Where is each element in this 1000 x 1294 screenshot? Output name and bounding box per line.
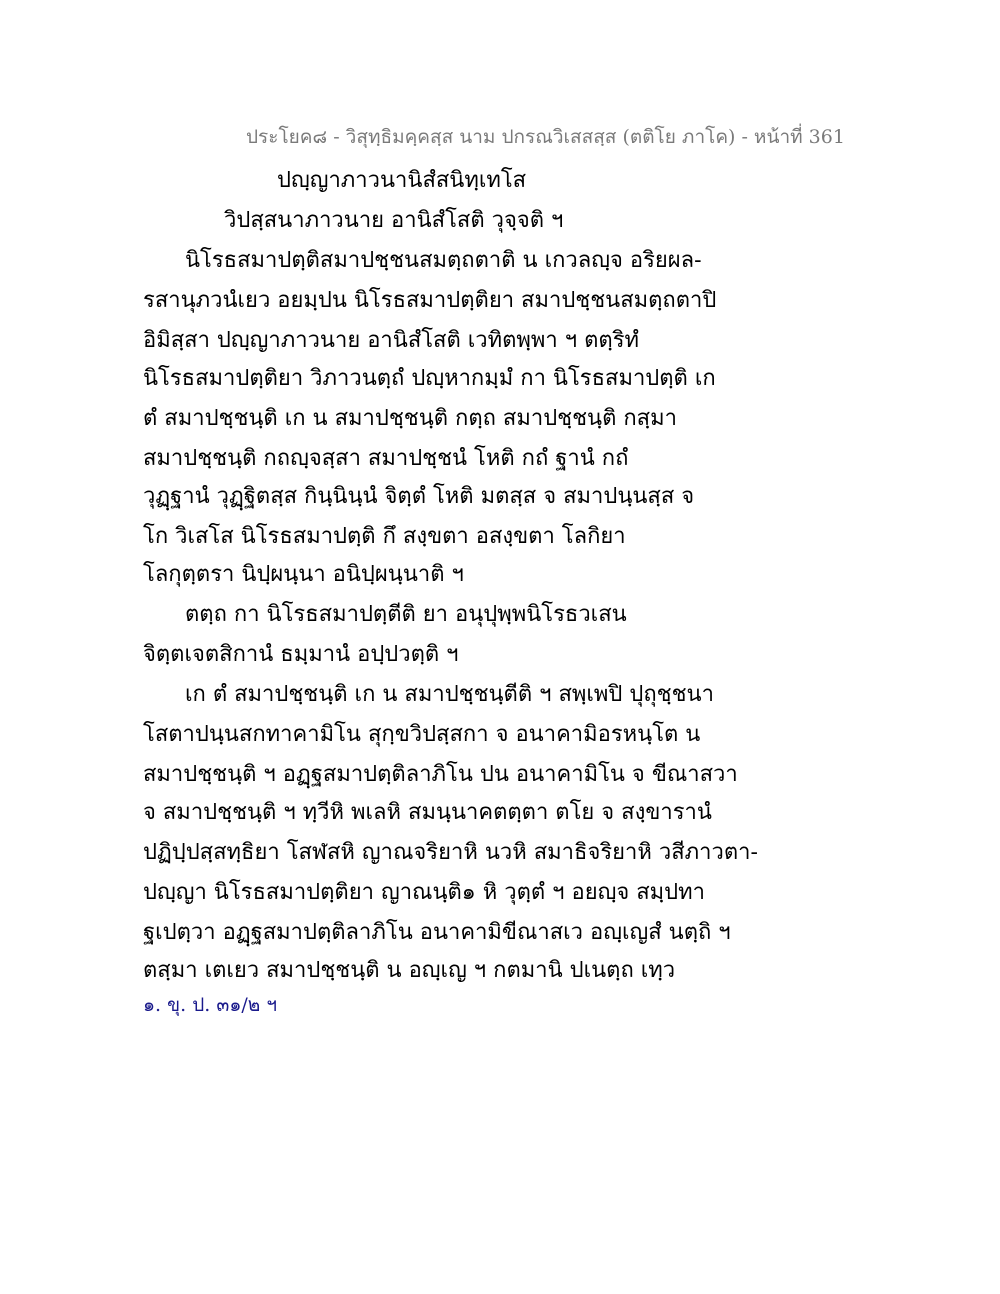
text-line-19: ตสฺมา เตเยว สมาปชฺชนฺติ น อญฺเญ ฯ กตมานิ ปเนตฺถ เทฺว	[143, 958, 676, 983]
text-line-14: สมาปชฺชนฺติ ฯ อฏฺฐสมาปตฺติลาภิโน ปน อนาคามิโน จ ขีณาสวา	[143, 762, 738, 787]
text-line-18: ฐเปตฺวา อฏฺฐสมาปตฺติลาภิโน อนาคามิขีณาสเว อญฺเญสํ นตฺถิ ฯ	[143, 920, 731, 945]
text-line-2: รสานุภวนํเยว อยมฺปน นิโรธสมาปตฺติยา สมาปชฺชนสมตฺถตาปิ	[143, 288, 717, 313]
text-line-12: เก ตํ สมาปชฺชนฺติ เก น สมาปชฺชนฺตีติ ฯ สพฺเพปิ ปุถุชฺชนา	[185, 682, 714, 707]
text-line-8: โก วิเสโส นิโรธสมาปตฺติ กึ สงฺขตา อสงฺขตา โลกิยา	[143, 524, 626, 549]
text-line-13: โสตาปนฺนสกทาคามิโน สุกฺขวิปสฺสกา จ อนาคามิอรหนฺโต น	[143, 722, 701, 747]
text-line-7: วุฏฺฐานํ วุฏฺฐิตสฺส กินฺนินฺนํ จิตฺตํ โหติ มตสฺส จ สมาปนฺนสฺส จ	[143, 484, 695, 509]
text-line-10: ตตฺถ กา นิโรธสมาปตฺตีติ ยา อนุปุพฺพนิโรธวเสน	[185, 602, 627, 627]
text-line-3: อิมิสฺสา ปญฺญาภาวนาย อานิสํโสติ เวทิตพฺพา ฯ ตตฺริทํ	[143, 328, 640, 353]
text-line-9: โลกุตฺตรา นิปฺผนฺนา อนิปฺผนฺนาติ ฯ	[143, 562, 464, 587]
text-line-1: นิโรธสมาปตฺติสมาปชฺชนสมตฺถตาติ น เกวลญฺจ อริยผล-	[185, 248, 702, 273]
section-subtitle: วิปสฺสนาภาวนาย อานิสํโสติ วุจฺจติ ฯ	[224, 208, 564, 233]
text-line-5: ตํ สมาปชฺชนฺติ เก น สมาปชฺชนฺติ กตฺถ สมาปชฺชนฺติ กสฺมา	[143, 406, 677, 431]
text-line-6: สมาปชฺชนฺติ กถญฺจสฺสา สมาปชฺชนํ โหติ กถํ ฐานํ กถํ	[143, 446, 629, 471]
text-line-15: จ สมาปชฺชนฺติ ฯ ทฺวีหิ พเลหิ สมนฺนาคตตฺตา ตโย จ สงฺขารานํ	[143, 800, 712, 825]
section-title: ปญฺญาภาวนานิสํสนิทฺเทโส	[277, 168, 527, 193]
text-line-4: นิโรธสมาปตฺติยา วิภาวนตฺถํ ปญฺหากมฺมํ กา นิโรธสมาปตฺติ เก	[143, 366, 716, 391]
text-line-11: จิตฺตเจตสิกานํ ธมฺมานํ อปฺปวตฺติ ฯ	[143, 642, 459, 667]
page-header: ประโยค๘ - วิสุทฺธิมคฺคสฺส นาม ปกรณวิเสสสฺส (ตติโย ภาโค) - หน้าที่ 361	[246, 126, 845, 148]
text-line-17: ปญฺญา นิโรธสมาปตฺติยา ญาณนฺติ๑ หิ วุตฺตํ ฯ อยญฺจ สมฺปทา	[143, 880, 705, 905]
footnote: ๑. ขุ. ป. ๓๑/๒ ฯ	[143, 994, 278, 1016]
text-line-16: ปฏิปฺปสฺสทฺธิยา โสฬสหิ ญาณจริยาหิ นวหิ สมาธิจริยาหิ วสีภาวตา-	[143, 840, 758, 865]
